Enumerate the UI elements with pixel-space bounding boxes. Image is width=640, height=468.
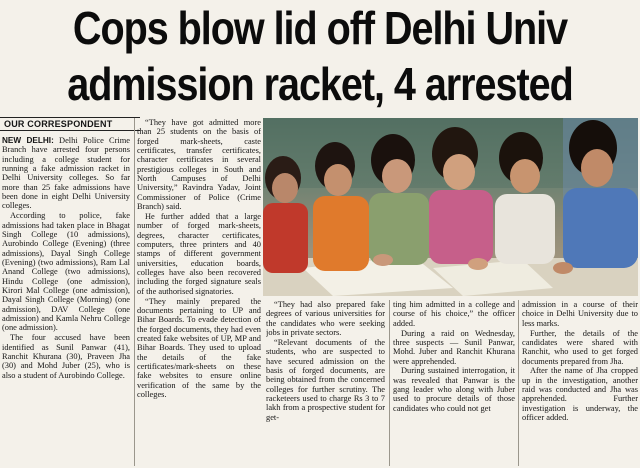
article-paragraph	[2, 136, 130, 211]
article-paragraph	[2, 211, 130, 332]
students-photo	[263, 118, 638, 296]
paragraph-text: “They had also prepared fake degrees of various universities for the candidates who were seeking jobs in private sectors.	[266, 300, 385, 338]
headline	[0, 0, 640, 112]
paragraph-text: “Relevant documents of the students, who are suspected to have secured admission on the basis of forged documents, are being obtained from the concerned colleges for further scrutiny. The racketeers used to charge Rs 3 to 7 lakh from a prospective student for get-	[266, 337, 385, 422]
paragraph-text: After the name of Jha cropped up in the investigation, another raid was conducted and Jha was apprehended. Further investigation is underway, the officer added.	[522, 366, 638, 423]
paragraph-text: ting him admitted in a college and course of his choice,” the officer added.	[393, 300, 515, 328]
article-paragraph	[522, 329, 638, 366]
paragraph-text: “They mainly prepared the documents pertaining to UP and Bihar Boards. To evade detection of the forged documents, they had even created fake websites of UP, MP and Bihar Boards. They used to upload the details of the fake certificates/mark-sheets on these fake websites to ensure online verification of the same by the colleges.	[137, 296, 261, 399]
article-column-1	[2, 136, 130, 466]
paragraph-text: He further added that a large number of forged mark-sheets, degrees, character certificates, computers, three printers and 40 stamps of different government universities, education boards, colleges have also been recovered including the forged signature seals of the authorised signatories.	[137, 211, 261, 296]
paragraph-text: admission in a course of their choice in Delhi University due to less marks.	[522, 300, 638, 328]
article-column-5	[522, 300, 638, 466]
article-paragraph	[137, 212, 261, 296]
paragraph-text: During a raid on Wednesday, three suspects — Sunil Panwar, Mohd. Juber and Ranchit Khurana were apprehended.	[393, 328, 515, 366]
students-photo-icon	[263, 118, 638, 296]
paragraph-text: “They have got admitted more than 25 students on the basis of forged mark-sheets, caste certificates, transfer certificates, character certificates in several prestigious colleges in South and North Campuses of Delhi University,” Ravindra Yadav, Joint Commissioner of Police (Crime Branch) said.	[137, 118, 261, 212]
paragraph-text: According to police, fake admissions had taken place in Bhagat Singh College (10 admissions), Aurobindo College (Evening) (three admissions), Dayal Singh College (Evening) (two admissions), Ram Lal Anand College (two admissions), Hindu College (one admission), Kirori Mal College (one admission), Dayal Singh College (Morning) (one admission), DAV College (one admission) and Kamla Nehru College (one admission).	[2, 211, 130, 333]
article-paragraph	[137, 297, 261, 400]
article-column-3	[266, 300, 385, 466]
article-paragraph	[393, 300, 515, 328]
byline: OUR CORRESPONDENT	[0, 117, 140, 131]
article-column-4	[393, 300, 515, 466]
article-paragraph	[522, 300, 638, 328]
article-paragraph	[266, 338, 385, 422]
article-paragraph	[2, 333, 130, 380]
article-paragraph	[393, 366, 515, 413]
article-paragraph	[393, 329, 515, 366]
article-paragraph	[137, 118, 261, 211]
column-rule	[134, 118, 135, 466]
paragraph-text: The four accused have been identified as Sunil Panwar (41), Ranchit Khurana (30), Praveen Jha (30) and Mohd Juber (25), who is also a student of Aurobindo College.	[2, 333, 130, 380]
headline-line-1: Cops blow lid off Delhi Univ	[72, 2, 568, 54]
headline-line-2: admission racket, 4 arrested	[67, 58, 573, 110]
column-rule	[389, 300, 390, 466]
paragraph-text: Further, the details of the candidates were shared with Ranchit, who used to get forged documents prepared from Jha.	[522, 328, 638, 366]
paragraph-text: Delhi Police Crime Branch have arrested four persons including a college student for running a fake admission racket in Delhi University colleges. So far more than 25 fake admissions have been done in eight Delhi University colleges.	[2, 136, 130, 211]
column-rule	[518, 300, 519, 466]
dateline: NEW DELHI:	[2, 136, 54, 145]
article-paragraph	[266, 300, 385, 337]
article-column-2	[137, 118, 261, 466]
paragraph-text: During sustained interrogation, it was revealed that Panwar is the gang leader who along with Juber used to procure details of those candidates who could not get	[393, 366, 515, 413]
article-paragraph	[522, 366, 638, 422]
